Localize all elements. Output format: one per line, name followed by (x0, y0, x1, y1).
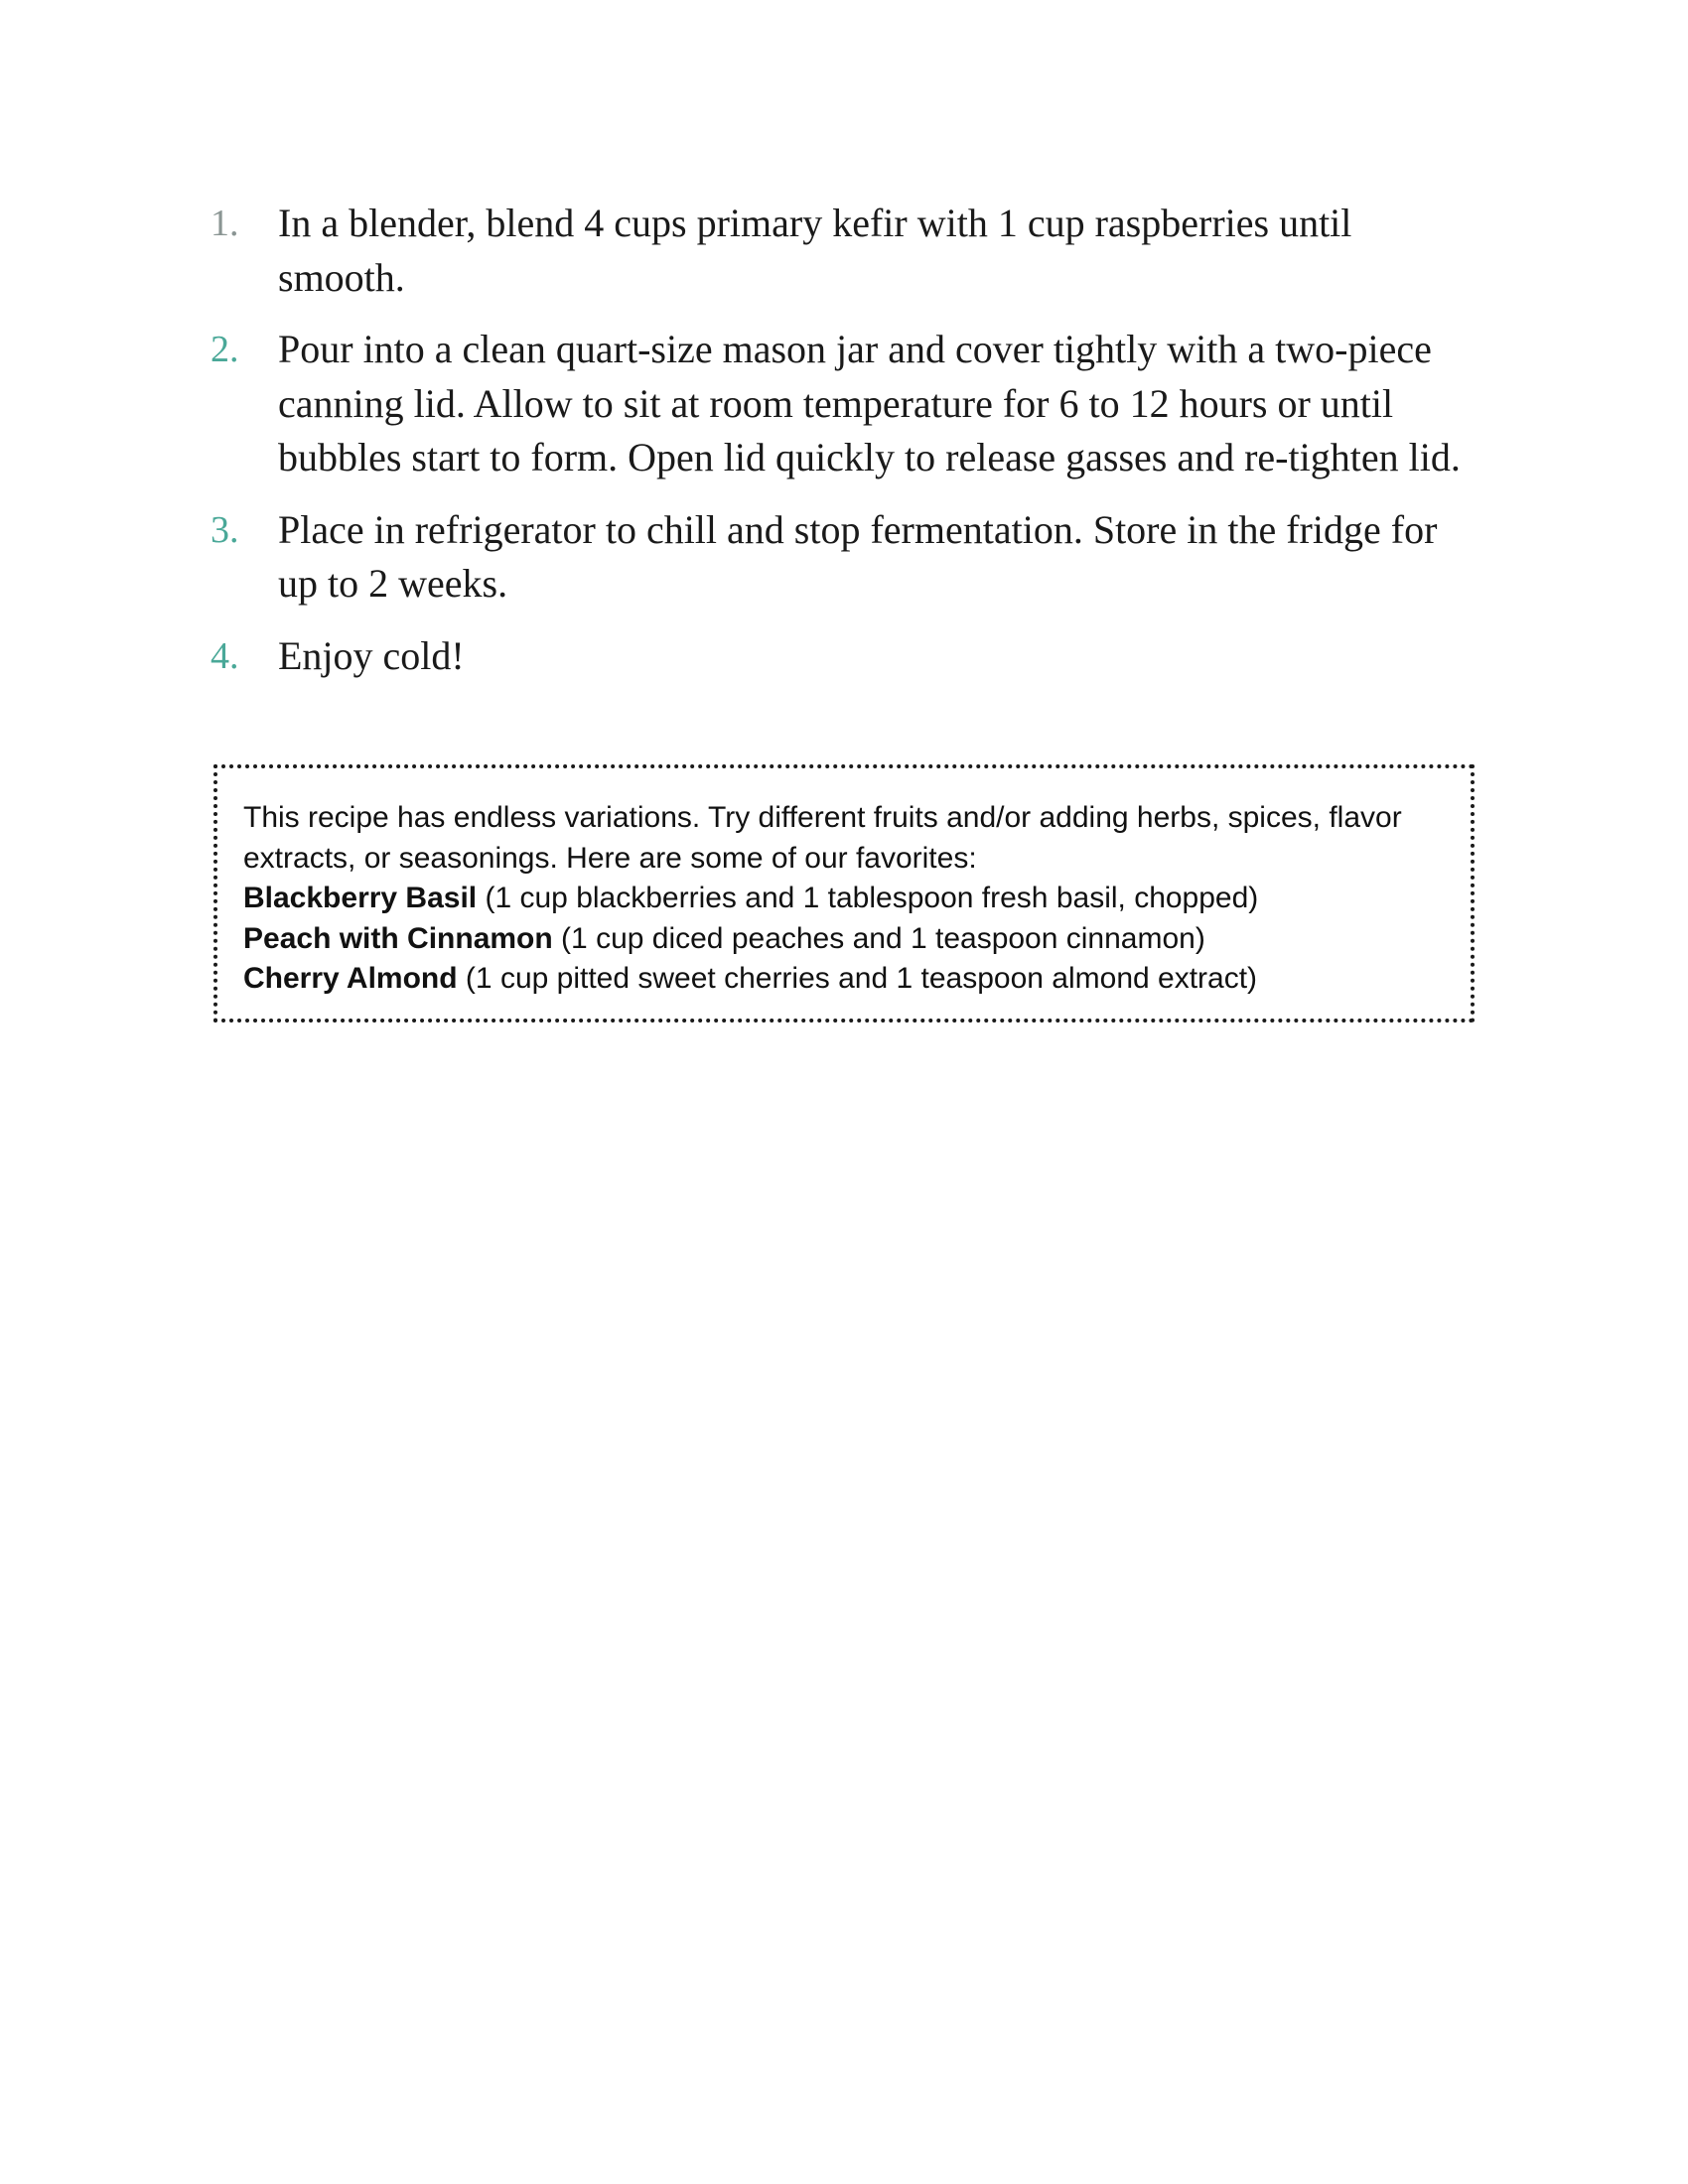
variation-name: Blackberry Basil (243, 882, 478, 914)
instruction-step-3 (211, 503, 1481, 612)
variation-detail: (1 cup diced peaches and 1 teaspoon cinnamon) (552, 921, 1205, 955)
step-number: 4. (211, 634, 239, 677)
instruction-step-4 (211, 629, 1481, 684)
step-text: Enjoy cold! (278, 632, 465, 678)
variation-item-cherry-almond (243, 959, 1445, 1000)
step-number: 1. (211, 203, 239, 244)
variations-callout-box (213, 764, 1475, 1023)
variation-detail: (1 cup blackberries and 1 tablespoon fresh basil, chopped) (477, 882, 1259, 914)
variation-detail: (1 cup pitted sweet cherries and 1 teaspoon almond extract) (457, 962, 1258, 995)
step-text: In a blender, blend 4 cups primary kefir with 1 cup raspberries until smooth. (278, 201, 1352, 300)
step-text: Pour into a clean quart-size mason jar and cover tightly with a two-piece canning lid. Allow to sit at room temperature for 6 to 12 hours or until bubbles start to form. Open lid quickly to release gasses and re-tighten lid. (278, 327, 1461, 479)
instruction-step-2 (211, 323, 1481, 485)
variation-name: Peach with Cinnamon (243, 921, 553, 955)
variation-item-blackberry-basil (243, 879, 1445, 919)
variations-intro: This recipe has endless variations. Try different fruits and/or adding herbs, spices, flavor extracts, or seasonings. Here are some of our favorites: (243, 801, 1402, 875)
instruction-step-1 (211, 197, 1481, 305)
instructions-list (211, 197, 1481, 701)
variation-name: Cherry Almond (243, 962, 458, 995)
step-number: 3. (211, 508, 239, 551)
step-number: 2. (211, 329, 239, 370)
step-text: Place in refrigerator to chill and stop fermentation. Store in the fridge for up to 2 weeks. (278, 506, 1438, 606)
variation-item-peach-cinnamon (243, 919, 1445, 960)
